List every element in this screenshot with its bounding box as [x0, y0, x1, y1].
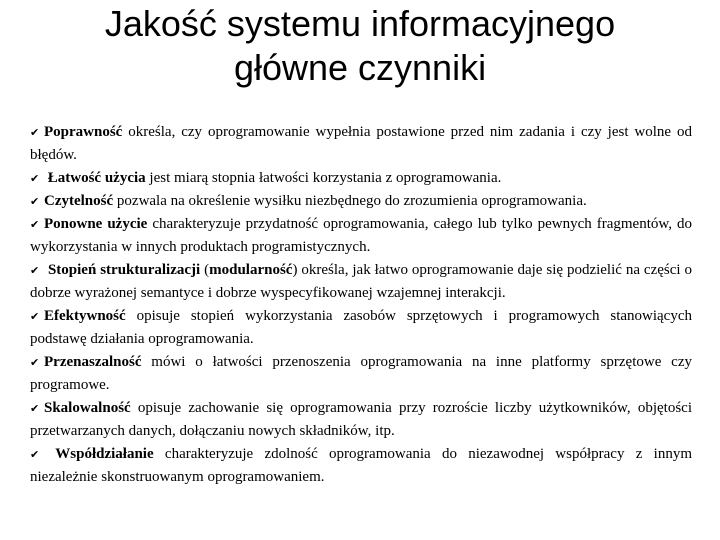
- item-text: pozwala na określenie wysiłku niezbędnego do zrozumienia oprogramowania.: [113, 193, 587, 209]
- list-item: [30, 167, 692, 190]
- title-line-2: główne czynniki: [233, 47, 487, 88]
- item-text: ) określa, jak łatwo oprogramowanie daje się podzielić na części o dobrze wyrażonej semantyce i dobrze wyspecyfikowanej wzajemnej interakcji.: [30, 262, 692, 301]
- list-item: [30, 259, 692, 305]
- check-mark-icon: ✔: [30, 218, 40, 231]
- slide-title: [0, 2, 720, 90]
- item-text: opisuje stopień wykorzystania zasobów sprzętowych i programowych stanowiących podstawę działania oprogramowania.: [30, 308, 692, 347]
- check-mark-icon: ✔: [30, 356, 40, 369]
- item-text: charakteryzuje zdolność oprogramowania do niezawodnej współpracy z innym niezależnie skonstruowanym oprogramowaniem.: [30, 446, 692, 485]
- item-text: mówi o łatwości przenoszenia oprogramowania na inne platformy sprzętowe czy programowe.: [30, 354, 692, 393]
- item-text: charakteryzuje przydatność oprogramowania, całego lub tylko pewnych fragmentów, do wykorzystania w innych produktach programistycznych.: [30, 216, 692, 255]
- item-term: Efektywność: [44, 308, 126, 324]
- list-item: [30, 443, 692, 489]
- list-item: [30, 397, 692, 443]
- list-item: [30, 213, 692, 259]
- item-term: Łatwość użycia: [47, 170, 146, 186]
- list-item: [30, 351, 692, 397]
- check-mark-icon: ✔: [30, 195, 40, 208]
- factor-list: [30, 121, 692, 489]
- list-item: [30, 121, 692, 167]
- item-text: określa, czy oprogramowanie wypełnia postawione przed nim zadania i czy jest wolne od błędów.: [30, 124, 692, 163]
- check-mark-icon: ✔: [30, 310, 40, 323]
- item-text-pre: (: [200, 262, 210, 278]
- item-term: Przenaszalność: [44, 354, 142, 370]
- check-mark-icon: ✔: [30, 448, 40, 461]
- item-term: Ponowne użycie: [44, 216, 148, 232]
- list-item: [30, 190, 692, 213]
- item-term: Współdziałanie: [55, 446, 154, 462]
- item-term: Czytelność: [44, 193, 114, 209]
- title-line-1: Jakość systemu informacyjnego: [104, 3, 616, 44]
- check-mark-icon: ✔: [30, 126, 40, 139]
- check-mark-icon: ✔: [30, 264, 40, 277]
- list-item: [30, 305, 692, 351]
- check-mark-icon: ✔: [30, 172, 40, 185]
- item-text: opisuje zachowanie się oprogramowania przy rozroście liczby użytkowników, objętości przetwarzanych danych, dołączaniu nowych składników, itp.: [30, 400, 692, 439]
- item-text: jest miarą stopnia łatwości korzystania z oprogramowania.: [145, 170, 502, 186]
- item-term: Poprawność: [44, 124, 123, 140]
- item-term-secondary: modularność: [209, 262, 293, 278]
- check-mark-icon: ✔: [30, 402, 40, 415]
- item-term: Stopień strukturalizacji: [47, 262, 201, 278]
- item-term: Skalowalność: [44, 400, 131, 416]
